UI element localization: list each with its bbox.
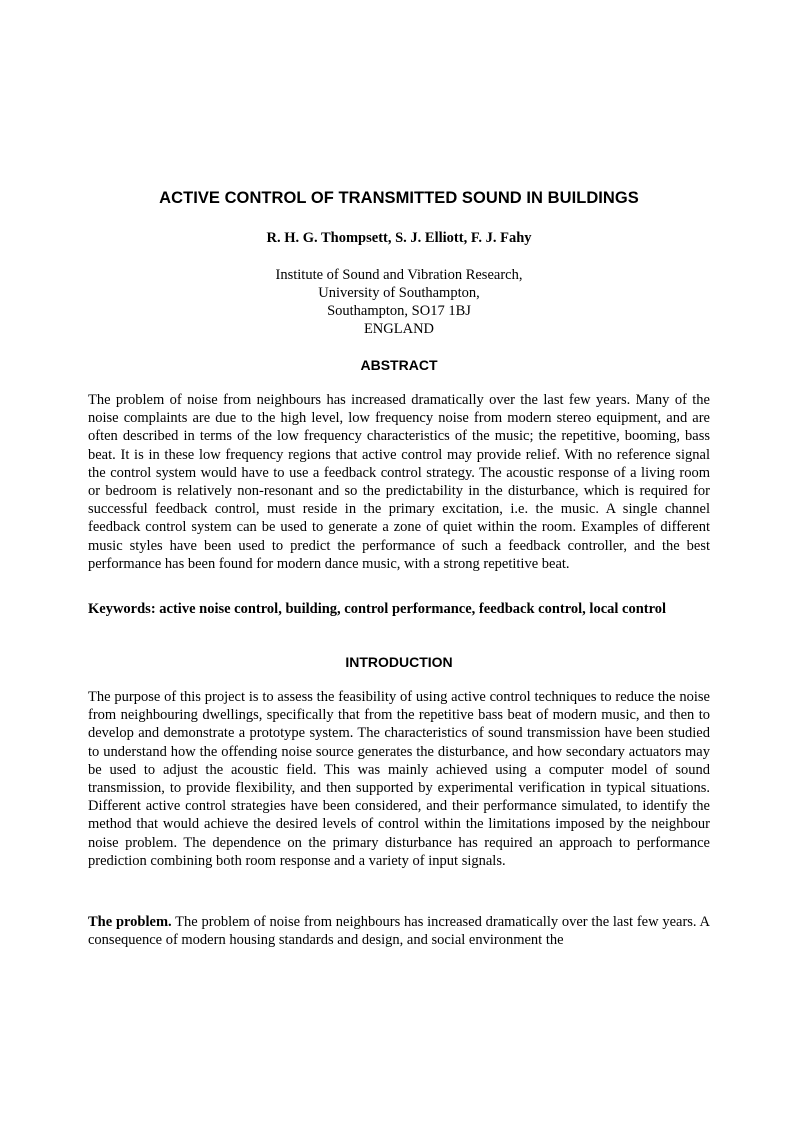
introduction-heading: INTRODUCTION [345, 654, 453, 670]
abstract-heading: ABSTRACT [360, 357, 438, 373]
problem-runin-heading: The problem. [88, 914, 172, 930]
introduction-paragraph: The purpose of this project is to assess the feasibility of using active control techniques to reduce the noise from neighbouring dwellings, specifically that from the repetitive bass beat of modern music, and then to develop and demonstrate a prototype system. The characteristics of sound transmission have been studied to understand how the offending noise source generates the disturbance, and how secondary actuators may be used to adjust the acoustic field. This was mainly achieved using a computer model of sound transmission, to provide flexibility, and then supported by experimental verification in typical situations. Different active control strategies have been considered, and their performance simulated, to identify the method that would achieve the desired levels of control within the limitations imposed by the neighbour noise problem. The dependence on the primary disturbance has required an approach to performance prediction combining both room response and a variety of input signals. [88, 689, 710, 869]
affiliation-block [88, 266, 710, 338]
affiliation-line: Institute of Sound and Vibration Research, [275, 267, 523, 283]
keywords-line: Keywords: active noise control, building, control performance, feedback control, local control [88, 601, 667, 617]
affiliation-line: University of Southampton, [318, 285, 480, 301]
paper-title: ACTIVE CONTROL OF TRANSMITTED SOUND IN BUILDINGS [159, 189, 639, 207]
abstract-text: The problem of noise from neighbours has increased dramatically over the last few years. Many of the noise complaints are due to the high level, low frequency noise from modern stereo equipment, and are often described in terms of the low frequency characteristics of the music; the repetitive, booming, bass beat. It is in these low frequency regions that active control may provide relief. With no reference signal the control system would have to use a feedback control strategy. The acoustic response of a living room or bedroom is relatively non-resonant and so the predictability in the disturbance, which is required for successful feedback control, must reside in the primary excitation, i.e. the music. A single channel feedback control system can be used to generate a zone of quiet within the room. Examples of different music styles have been used to predict the performance of such a feedback controller, and the best performance has been found for modern dance music, with a strong repetitive beat. [88, 392, 710, 572]
author-list: R. H. G. Thompsett, S. J. Elliott, F. J. Fahy [266, 230, 532, 246]
affiliation-line: ENGLAND [363, 321, 435, 337]
problem-paragraph [88, 913, 710, 949]
affiliation-line: Southampton, SO17 1BJ [327, 303, 471, 319]
problem-text: The problem of noise from neighbours has increased dramatically over the last few years. A consequence of modern housing standards and design, and social environment the [88, 914, 710, 949]
